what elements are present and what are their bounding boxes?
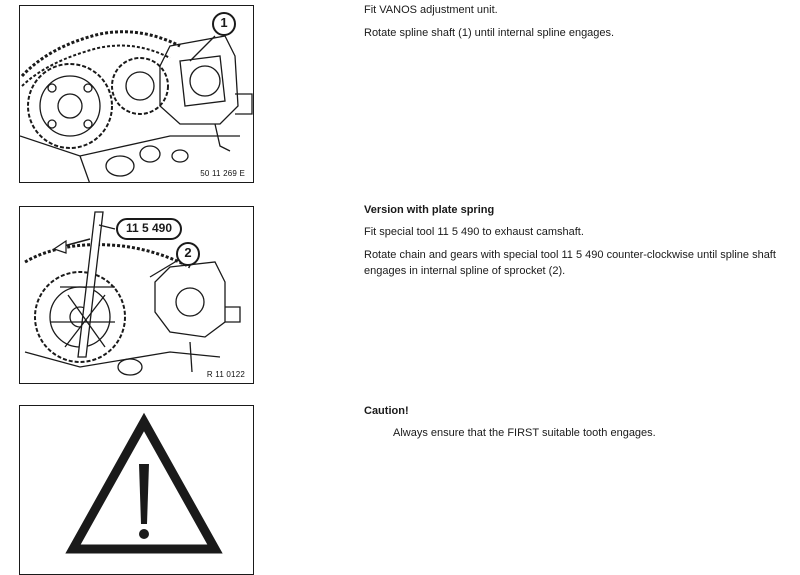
paragraph: Rotate chain and gears with special tool 11 5 490 counter-clockwise until spline shaft engages in internal spline of sprocket (2). — [364, 249, 776, 277]
figure-special-tool — [19, 206, 254, 384]
figure-reference: 50 11 269 E — [200, 169, 245, 178]
figure-reference: R 11 0122 — [206, 370, 245, 379]
paragraph: Fit special tool 11 5 490 to exhaust camshaft. — [364, 226, 584, 238]
paragraph: Rotate spline shaft (1) until internal spline engages. — [364, 27, 615, 39]
engine-drawing-vanos — [20, 6, 254, 183]
callout-2: 2 — [184, 245, 192, 260]
figure-warning — [19, 405, 254, 575]
section-heading: Caution! — [364, 405, 409, 417]
figure-vanos-unit — [19, 5, 254, 183]
callout-1: 1 — [220, 15, 228, 30]
callout-tool-number: 11 5 490 — [125, 221, 173, 235]
section-3-text — [364, 403, 789, 448]
section-1-text — [364, 2, 789, 48]
paragraph: Fit VANOS adjustment unit. — [364, 4, 498, 16]
section-2-text — [364, 202, 789, 286]
warning-triangle-icon — [20, 406, 254, 575]
section-heading: Version with plate spring — [364, 204, 495, 216]
paragraph: Always ensure that the FIRST suitable tooth engages. — [393, 427, 656, 439]
